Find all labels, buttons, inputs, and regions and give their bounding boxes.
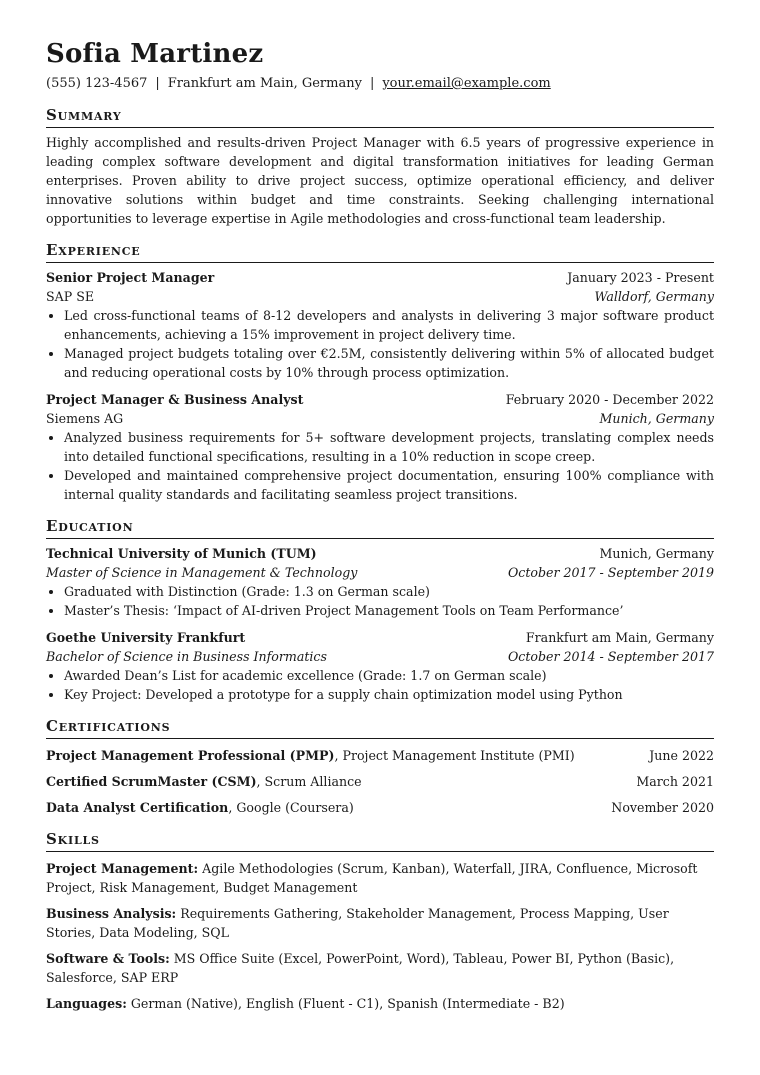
job-bullets bbox=[46, 428, 714, 504]
skill-values: Requirements Gathering, Stakeholder Management, Process Mapping, User Stories, Data Modeling, SQL bbox=[46, 906, 669, 940]
skill-line bbox=[46, 949, 714, 987]
skill-values: Agile Methodologies (Scrum, Kanban), Waterfall, JIRA, Confluence, Microsoft Project, Risk Management, Budget Management bbox=[46, 861, 698, 895]
skill-label: Business Analysis: bbox=[46, 906, 177, 921]
skill-line bbox=[46, 859, 714, 897]
certification-issuer: , Scrum Alliance bbox=[256, 774, 362, 789]
skill-label: Languages: bbox=[46, 996, 127, 1011]
skill-label: Software & Tools: bbox=[46, 951, 170, 966]
bullet-item: • Awarded Dean’s List for academic excellence (Grade: 1.7 on German scale) bbox=[64, 666, 714, 685]
job-dates: January 2023 - Present bbox=[567, 270, 714, 285]
skill-line bbox=[46, 904, 714, 942]
experience-entry bbox=[46, 268, 714, 382]
email-link[interactable]: your.email@example.com bbox=[382, 76, 551, 91]
certification-date: November 2020 bbox=[611, 800, 714, 815]
education-bullets bbox=[46, 582, 714, 620]
education-dates: October 2014 - September 2017 bbox=[507, 649, 714, 664]
company-name: Siemens AG bbox=[46, 411, 124, 426]
job-dates: February 2020 - December 2022 bbox=[505, 392, 714, 407]
skill-values: German (Native), English (Fluent - C1), Spanish (Intermediate - B2) bbox=[126, 996, 565, 1011]
section-heading-skills: Skills bbox=[46, 829, 714, 852]
degree: Bachelor of Science in Business Informatics bbox=[46, 649, 327, 664]
section-heading-experience: Experience bbox=[46, 240, 714, 263]
school-name: Goethe University Frankfurt bbox=[46, 630, 246, 645]
section-heading-certifications: Certifications bbox=[46, 716, 714, 739]
section-heading-summary: Summary bbox=[46, 105, 714, 128]
degree: Master of Science in Management & Technology bbox=[46, 565, 358, 580]
bullet-item: • Led cross-functional teams of 8-12 developers and analysts in delivering 3 major software product enhancements, achieving a 15% improvement in project delivery time. bbox=[64, 306, 714, 344]
job-bullets bbox=[46, 306, 714, 382]
location: Frankfurt am Main, Germany bbox=[167, 76, 362, 91]
education-dates: October 2017 - September 2019 bbox=[507, 565, 714, 580]
certification-issuer: , Project Management Institute (PMI) bbox=[334, 748, 575, 763]
job-location: Munich, Germany bbox=[599, 411, 714, 426]
job-location: Walldorf, Germany bbox=[594, 289, 714, 304]
job-title: Senior Project Manager bbox=[46, 270, 215, 285]
certification-name: Project Management Professional (PMP) bbox=[46, 748, 335, 763]
school-location: Frankfurt am Main, Germany bbox=[525, 630, 714, 645]
education-bullets bbox=[46, 666, 714, 704]
skill-label: Project Management: bbox=[46, 861, 199, 876]
certification-issuer: , Google (Coursera) bbox=[228, 800, 354, 815]
bullet-item: • Managed project budgets totaling over €2.5M, consistently delivering within 5% of allocated budget and reducing operational costs by 10% through process optimization. bbox=[64, 344, 714, 382]
contact-separator: | bbox=[369, 76, 375, 91]
section-heading-education: Education bbox=[46, 516, 714, 539]
company-name: SAP SE bbox=[46, 289, 95, 304]
certification-row bbox=[46, 746, 714, 765]
bullet-item: • Analyzed business requirements for 5+ software development projects, translating complex needs into detailed functional specifications, resulting in a 10% reduction in scope creep. bbox=[64, 428, 714, 466]
bullet-item: • Key Project: Developed a prototype for a supply chain optimization model using Python bbox=[64, 685, 714, 704]
certification-row bbox=[46, 772, 714, 791]
certification-name: Certified ScrumMaster (CSM) bbox=[46, 774, 257, 789]
certification-name: Data Analyst Certification bbox=[46, 800, 229, 815]
school-name: Technical University of Munich (TUM) bbox=[46, 546, 317, 561]
education-entry bbox=[46, 544, 714, 620]
certification-date: June 2022 bbox=[649, 748, 714, 763]
job-title: Project Manager & Business Analyst bbox=[46, 392, 304, 407]
certification-date: March 2021 bbox=[636, 774, 714, 789]
skill-line bbox=[46, 994, 714, 1013]
education-entry bbox=[46, 628, 714, 704]
phone-number: (555) 123-4567 bbox=[46, 76, 148, 91]
bullet-item: • Graduated with Distinction (Grade: 1.3 on German scale) bbox=[64, 582, 714, 601]
school-location: Munich, Germany bbox=[599, 546, 714, 561]
bullet-item: • Master’s Thesis: ‘Impact of AI-driven Project Management Tools on Team Performance’ bbox=[64, 601, 714, 620]
summary-text: Highly accomplished and results-driven Project Manager with 6.5 years of progressive experience in leading complex software development and digital transformation initiatives for leading German enterprises. Proven ability to drive project success, optimize operational efficiency, and deliver innovative solutions within budget and time constraints. Seeking challenging international opportunities to leverage expertise in Agile methodologies and cross-functional team leadership. bbox=[46, 135, 714, 226]
experience-entry bbox=[46, 390, 714, 504]
candidate-name: Sofia Martinez bbox=[46, 39, 264, 69]
contact-separator: | bbox=[155, 76, 160, 91]
skill-values: MS Office Suite (Excel, PowerPoint, Word), Tableau, Power BI, Python (Basic), Salesforce, SAP ERP bbox=[46, 951, 675, 985]
certification-row bbox=[46, 798, 714, 817]
bullet-item: • Developed and maintained comprehensive project documentation, ensuring 100% compliance with internal quality standards and facilitating seamless project transitions. bbox=[64, 466, 714, 504]
contact-line bbox=[46, 75, 714, 93]
